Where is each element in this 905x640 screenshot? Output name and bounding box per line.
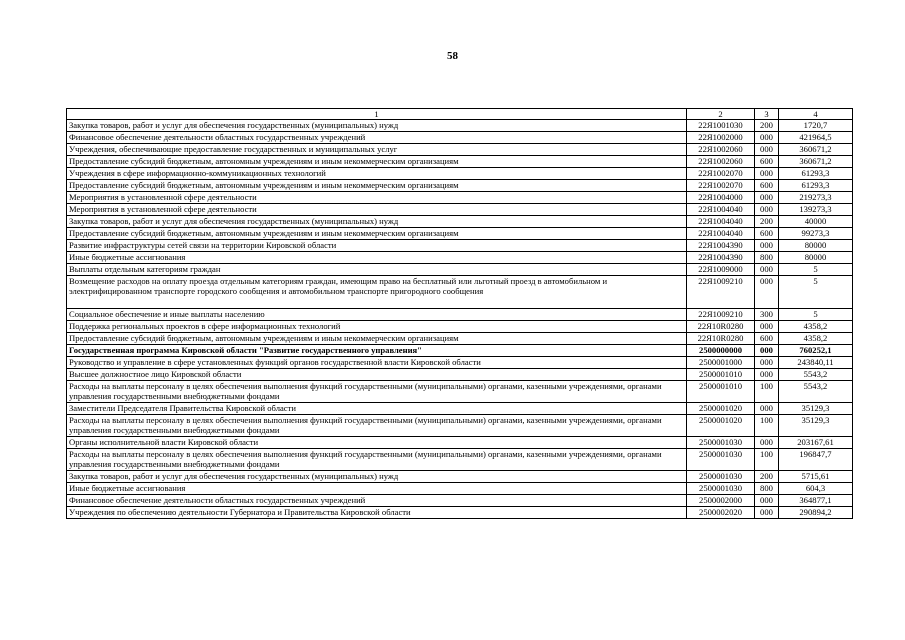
row-name-cell: Учреждения в сфере информационно-коммуникационных технологий	[67, 168, 687, 180]
row-amount-cell: 421964,5	[779, 132, 853, 144]
row-amount-cell: 203167,61	[779, 437, 853, 449]
table-row	[67, 228, 853, 240]
table-row	[67, 309, 853, 321]
row-amount-cell: 5543,2	[779, 381, 853, 403]
row-name-cell: Финансовое обеспечение деятельности областных государственных учреждений	[67, 495, 687, 507]
row-type-cell: 600	[755, 156, 779, 168]
row-type-cell: 000	[755, 264, 779, 276]
row-name-cell: Расходы на выплаты персоналу в целях обеспечения выполнения функций государственными (муниципальными) органами, казенными учреждениями, органами управления государственными внебюджетными фондами	[67, 415, 687, 437]
row-amount-cell: 4358,2	[779, 321, 853, 333]
table-row	[67, 120, 853, 132]
row-type-cell: 600	[755, 228, 779, 240]
row-name-cell: Мероприятия в установленной сфере деятельности	[67, 204, 687, 216]
row-code-cell: 22Я1002070	[687, 180, 755, 192]
row-code-cell: 22Я10R0280	[687, 333, 755, 345]
row-code-cell: 22Я1002060	[687, 156, 755, 168]
row-name-cell: Выплаты отдельным категориям граждан	[67, 264, 687, 276]
row-code-cell: 22Я1004040	[687, 216, 755, 228]
table-row	[67, 216, 853, 228]
row-name-cell: Государственная программа Кировской области "Развитие государственного управления"	[67, 345, 687, 357]
row-type-cell: 000	[755, 276, 779, 309]
row-code-cell: 2500001030	[687, 449, 755, 471]
row-code-cell: 2500001020	[687, 415, 755, 437]
row-code-cell: 22Я1004040	[687, 228, 755, 240]
row-name-cell: Предоставление субсидий бюджетным, автономным учреждениям и иным некоммерческим организациям	[67, 180, 687, 192]
row-type-cell: 100	[755, 415, 779, 437]
row-code-cell: 2500001010	[687, 369, 755, 381]
row-code-cell: 2500001010	[687, 381, 755, 403]
row-code-cell: 22Я1004390	[687, 252, 755, 264]
row-name-cell: Иные бюджетные ассигнования	[67, 252, 687, 264]
row-amount-cell: 80000	[779, 240, 853, 252]
table-row	[67, 369, 853, 381]
header-col-2: 2	[687, 109, 755, 120]
row-code-cell: 2500002000	[687, 495, 755, 507]
row-name-cell: Закупка товаров, работ и услуг для обеспечения государственных (муниципальных) нужд	[67, 216, 687, 228]
row-type-cell: 600	[755, 180, 779, 192]
row-amount-cell: 35129,3	[779, 403, 853, 415]
table-row	[67, 240, 853, 252]
row-amount-cell: 243840,11	[779, 357, 853, 369]
row-name-cell: Учреждения, обеспечивающие предоставление государственных и муниципальных услуг	[67, 144, 687, 156]
table-row	[67, 132, 853, 144]
row-code-cell: 22Я1009210	[687, 309, 755, 321]
row-amount-cell: 360671,2	[779, 144, 853, 156]
row-code-cell: 22Я1009000	[687, 264, 755, 276]
table-row	[67, 495, 853, 507]
row-type-cell: 000	[755, 403, 779, 415]
row-type-cell: 000	[755, 144, 779, 156]
row-code-cell: 2500001030	[687, 483, 755, 495]
row-amount-cell: 1720,7	[779, 120, 853, 132]
row-type-cell: 200	[755, 471, 779, 483]
page-number: 58	[447, 50, 458, 62]
row-code-cell: 2500001020	[687, 403, 755, 415]
row-type-cell: 800	[755, 483, 779, 495]
row-code-cell: 2500000000	[687, 345, 755, 357]
table-row	[67, 415, 853, 437]
row-amount-cell: 364877,1	[779, 495, 853, 507]
table-row	[67, 381, 853, 403]
row-amount-cell: 5	[779, 309, 853, 321]
row-name-cell: Расходы на выплаты персоналу в целях обеспечения выполнения функций государственными (муниципальными) органами, казенными учреждениями, органами управления государственными внебюджетными фондами	[67, 449, 687, 471]
row-type-cell: 000	[755, 495, 779, 507]
row-code-cell: 22Я1004000	[687, 192, 755, 204]
row-amount-cell: 360671,2	[779, 156, 853, 168]
row-amount-cell: 35129,3	[779, 415, 853, 437]
table-row	[67, 204, 853, 216]
row-amount-cell: 61293,3	[779, 168, 853, 180]
row-code-cell: 22Я10R0280	[687, 321, 755, 333]
table-row	[67, 437, 853, 449]
row-name-cell: Поддержка региональных проектов в сфере информационных технологий	[67, 321, 687, 333]
row-name-cell: Предоставление субсидий бюджетным, автономным учреждениям и иным некоммерческим организациям	[67, 156, 687, 168]
row-code-cell: 22Я1002070	[687, 168, 755, 180]
row-code-cell: 22Я1002000	[687, 132, 755, 144]
row-type-cell: 000	[755, 192, 779, 204]
row-code-cell: 2500001030	[687, 471, 755, 483]
row-type-cell: 300	[755, 309, 779, 321]
row-amount-cell: 196847,7	[779, 449, 853, 471]
row-code-cell: 2500002020	[687, 507, 755, 519]
row-name-cell: Мероприятия в установленной сфере деятельности	[67, 192, 687, 204]
table-row	[67, 144, 853, 156]
budget-table-body	[67, 109, 853, 519]
row-code-cell: 22Я1004390	[687, 240, 755, 252]
table-row	[67, 156, 853, 168]
row-amount-cell: 61293,3	[779, 180, 853, 192]
row-type-cell: 000	[755, 132, 779, 144]
row-code-cell: 2500001030	[687, 437, 755, 449]
row-name-cell: Социальное обеспечение и иные выплаты населению	[67, 309, 687, 321]
row-type-cell: 200	[755, 216, 779, 228]
row-type-cell: 000	[755, 357, 779, 369]
table-row	[67, 449, 853, 471]
row-amount-cell: 80000	[779, 252, 853, 264]
row-name-cell: Высшее должностное лицо Кировской области	[67, 369, 687, 381]
row-type-cell: 000	[755, 507, 779, 519]
table-row	[67, 276, 853, 309]
row-name-cell: Закупка товаров, работ и услуг для обеспечения государственных (муниципальных) нужд	[67, 120, 687, 132]
row-name-cell: Учреждения по обеспечению деятельности Губернатора и Правительства Кировской области	[67, 507, 687, 519]
row-name-cell: Руководство и управление в сфере установленных функций органов государственной власти Кировской области	[67, 357, 687, 369]
row-type-cell: 000	[755, 321, 779, 333]
row-type-cell: 800	[755, 252, 779, 264]
row-amount-cell: 5543,2	[779, 369, 853, 381]
table-row	[67, 333, 853, 345]
row-name-cell: Заместители Председателя Правительства Кировской области	[67, 403, 687, 415]
row-name-cell: Органы исполнительной власти Кировской области	[67, 437, 687, 449]
row-name-cell: Возмещение расходов на оплату проезда отдельным категориям граждан, имеющим право на бесплатный или льготный проезд в автомобильном и электрифицированном транспорте городского сообщения и автомобильном транспорте пригородного сообщения	[67, 276, 687, 309]
row-type-cell: 000	[755, 240, 779, 252]
header-col-3: 3	[755, 109, 779, 120]
row-amount-cell: 99273,3	[779, 228, 853, 240]
table-header-row	[67, 109, 853, 120]
table-row	[67, 321, 853, 333]
row-code-cell: 22Я1002060	[687, 144, 755, 156]
row-name-cell: Иные бюджетные ассигнования	[67, 483, 687, 495]
row-code-cell: 2500001000	[687, 357, 755, 369]
table-row	[67, 345, 853, 357]
table-row	[67, 252, 853, 264]
row-code-cell: 22Я1004040	[687, 204, 755, 216]
row-amount-cell: 139273,3	[779, 204, 853, 216]
row-amount-cell: 5	[779, 276, 853, 309]
row-name-cell: Развитие инфраструктуры сетей связи на территории Кировской области	[67, 240, 687, 252]
table-row	[67, 507, 853, 519]
row-amount-cell: 5	[779, 264, 853, 276]
row-name-cell: Закупка товаров, работ и услуг для обеспечения государственных (муниципальных) нужд	[67, 471, 687, 483]
table-row	[67, 471, 853, 483]
table-row	[67, 192, 853, 204]
row-code-cell: 22Я1001030	[687, 120, 755, 132]
table-row	[67, 264, 853, 276]
row-type-cell: 000	[755, 369, 779, 381]
row-amount-cell: 290894,2	[779, 507, 853, 519]
row-amount-cell: 5715,61	[779, 471, 853, 483]
row-code-cell: 22Я1009210	[687, 276, 755, 309]
row-amount-cell: 219273,3	[779, 192, 853, 204]
row-name-cell: Расходы на выплаты персоналу в целях обеспечения выполнения функций государственными (муниципальными) органами, казенными учреждениями, органами управления государственными внебюджетными фондами	[67, 381, 687, 403]
row-type-cell: 000	[755, 168, 779, 180]
row-type-cell: 100	[755, 449, 779, 471]
row-type-cell: 000	[755, 345, 779, 357]
table-row	[67, 403, 853, 415]
row-type-cell: 100	[755, 381, 779, 403]
row-name-cell: Финансовое обеспечение деятельности областных государственных учреждений	[67, 132, 687, 144]
row-amount-cell: 760252,1	[779, 345, 853, 357]
header-col-4: 4	[779, 109, 853, 120]
header-col-1: 1	[67, 109, 687, 120]
row-type-cell: 600	[755, 333, 779, 345]
row-type-cell: 200	[755, 120, 779, 132]
table-row	[67, 357, 853, 369]
row-amount-cell: 40000	[779, 216, 853, 228]
row-name-cell: Предоставление субсидий бюджетным, автономным учреждениям и иным некоммерческим организациям	[67, 333, 687, 345]
table-row	[67, 168, 853, 180]
budget-table	[66, 108, 853, 519]
row-type-cell: 000	[755, 204, 779, 216]
table-row	[67, 180, 853, 192]
row-amount-cell: 4358,2	[779, 333, 853, 345]
row-name-cell: Предоставление субсидий бюджетным, автономным учреждениям и иным некоммерческим организациям	[67, 228, 687, 240]
row-amount-cell: 604,3	[779, 483, 853, 495]
row-type-cell: 000	[755, 437, 779, 449]
table-row	[67, 483, 853, 495]
